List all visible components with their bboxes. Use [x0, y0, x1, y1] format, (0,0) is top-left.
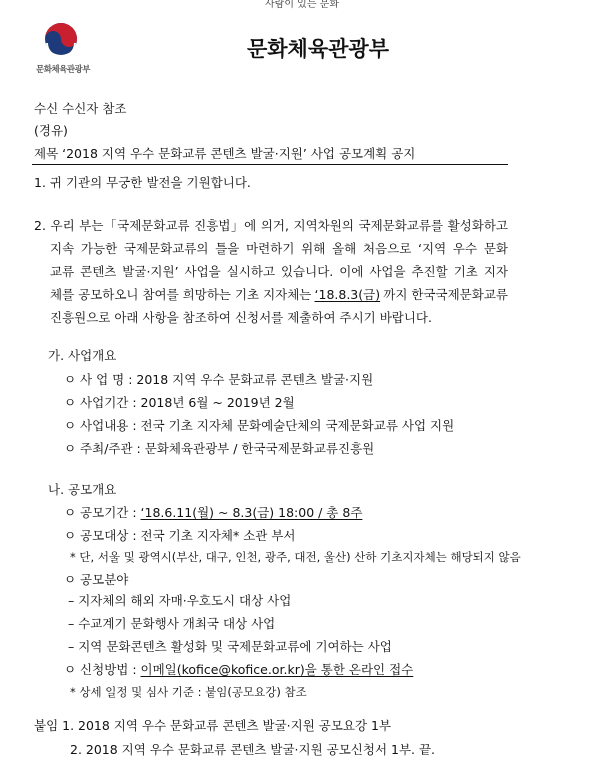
attachment-1: 붙임 1. 2018 지역 우수 문화교류 콘텐츠 발굴·지원 공모요강 1부	[34, 718, 392, 733]
deadline: ‘18.8.3(금)	[314, 287, 381, 302]
recipient: 수신 수신자 참조	[34, 101, 127, 116]
slogan: 사람이 있는 문화	[265, 0, 339, 10]
period-label: ㅇ 공모기간 :	[64, 505, 141, 520]
target: ㅇ 공모대상 : 전국 기초 지자체* 소관 부서	[64, 528, 296, 543]
paragraph-2-line: 2. 우리 부는「국제문화교류 진흥법」에 의거, 지역차원의 국제문화교류를 활성화하고	[34, 218, 508, 233]
field: ㅇ 공모분야	[64, 572, 129, 587]
section-a-heading: 가. 사업개요	[48, 348, 117, 363]
method-label: ㅇ 신청방법 :	[64, 662, 141, 677]
section-a-item: ㅇ 주최/주관 : 문화체육관광부 / 한국국제문화교류진흥원	[64, 441, 375, 456]
section-b-heading: 나. 공모개요	[48, 482, 117, 497]
field-item: – 지역 문화콘텐츠 활성화 및 국제문화교류에 기여하는 사업	[68, 639, 392, 654]
paragraph-2-line: 진흥원으로 아래 사항을 참조하여 신청서를 제출하여 주시기 바랍니다.	[50, 310, 432, 325]
text: 체를 공모하오니 참여를 희망하는 기초 지자체는	[50, 287, 312, 302]
field-item: – 지자체의 해외 자매·우호도시 대상 사업	[68, 593, 292, 608]
paragraph-2-line: 교류 콘텐츠 발굴·지원’ 사업을 실시하고 있습니다. 이에 사업을 추진할 기초 지자	[50, 264, 508, 279]
target-note: * 단, 서울 및 광역시(부산, 대구, 인천, 광주, 대전, 울산) 산하 기초지자체는 해당되지 않음	[70, 550, 521, 564]
field-item: – 수교계기 문화행사 개최국 대상 사업	[68, 616, 276, 631]
method-row	[64, 662, 413, 678]
paragraph-2-line	[50, 287, 508, 303]
divider	[32, 164, 508, 165]
section-a-item: ㅇ 사 업 명 : 2018 지역 우수 문화교류 콘텐츠 발굴·지원	[64, 372, 374, 387]
paragraph-1: 1. 귀 기관의 무궁한 발전을 기원합니다.	[34, 175, 251, 190]
section-a-item: ㅇ 사업내용 : 전국 기초 지자체 문화예술단체의 국제문화교류 사업 지원	[64, 418, 455, 433]
period-value: ‘18.6.11(월) ~ 8.3(금) 18:00 / 총 8주	[140, 505, 363, 520]
ministry-title: 문화체육관광부	[246, 37, 389, 61]
logo-text: 문화체육관광부	[36, 65, 90, 75]
text: 까지 한국국제문화교류	[383, 287, 508, 302]
period-row	[64, 505, 362, 521]
attachment-2: 2. 2018 지역 우수 문화교류 콘텐츠 발굴·지원 공모신청서 1부. 끝.	[70, 742, 436, 757]
via: (경유)	[34, 123, 68, 138]
method-value: 이메일(kofice@kofice.or.kr)을 통한 온라인 접수	[140, 662, 414, 677]
method-note: * 상세 일정 및 심사 기준 : 붙임(공모요강) 참조	[70, 685, 307, 699]
subject: 제목 ‘2018 지역 우수 문화교류 콘텐츠 발굴·지원’ 사업 공모계획 공지	[34, 146, 416, 161]
section-a-item: ㅇ 사업기간 : 2018년 6월 ~ 2019년 2월	[64, 395, 295, 410]
paragraph-2-line: 지속 가능한 국제문화교류의 틀을 마련하기 위해 올해 처음으로 ‘지역 우수 문화	[50, 241, 508, 256]
